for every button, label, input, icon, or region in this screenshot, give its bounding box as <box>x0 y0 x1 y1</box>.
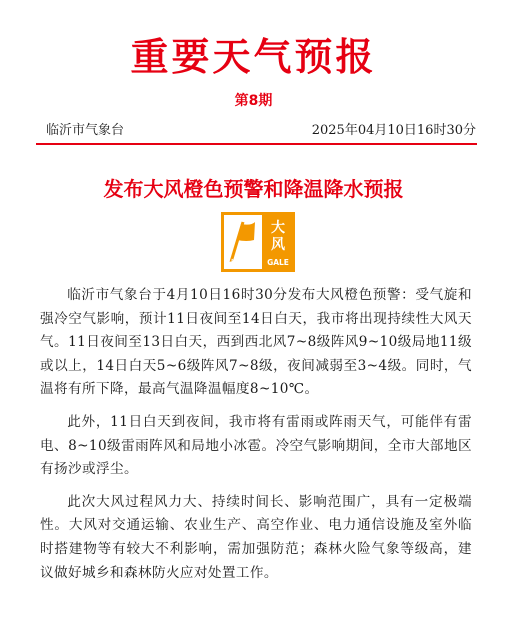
warning-level-char: 橙 <box>230 260 240 271</box>
document-title: 发布大风橙色预警和降温降水预报 <box>103 177 404 201</box>
issue-number: 第8期 <box>234 93 273 109</box>
warning-type-bottom: 风 <box>271 237 285 253</box>
paragraph-thunderstorm: 此外，11日白天到夜间，我市将有雷雨或阵雨天气，可能伴有雷电、8~10级雷雨阵风和局地小冰雹。冷空气影响期间，全市大部地区有扬沙或浮尘。 <box>40 413 472 478</box>
bulletin-title: 重要天气预报 <box>130 35 377 79</box>
gale-orange-warning-icon <box>221 212 295 272</box>
paragraph-warning: 临沂市气象台于4月10日16时30分发布大风橙色预警：受气旋和强冷空气影响，预计11日夜间至14日白天，我市将出现持续性大风天气。11日夜间至13日白天，西到西北风7~8级阵风9~10级局地11级或以上，14日白天5~6级阵风7~8级，夜间减弱至3~4级。同时，气温将有所下降，最高气温降温幅度8~10℃。 <box>40 287 472 398</box>
issue-datetime: 2025年04月10日16时30分 <box>311 123 476 138</box>
warning-type-en: GALE <box>267 258 289 267</box>
paragraph-impact: 此次大风过程风力大、持续时间长、影响范围广，具有一定极端性。大风对交通运输、农业生产、高空作业、电力通信设施及室外临时搭建物等有较大不利影响，需加强防范；森林火险气象等级高，建议做好城乡和森林防火应对处置工作。 <box>40 493 472 581</box>
bulletin-meta <box>36 122 476 140</box>
issuer-name: 临沂市气象台 <box>46 123 125 138</box>
warning-type-top: 大 <box>271 220 285 236</box>
bulletin-body <box>40 284 472 594</box>
header-divider <box>36 143 477 145</box>
